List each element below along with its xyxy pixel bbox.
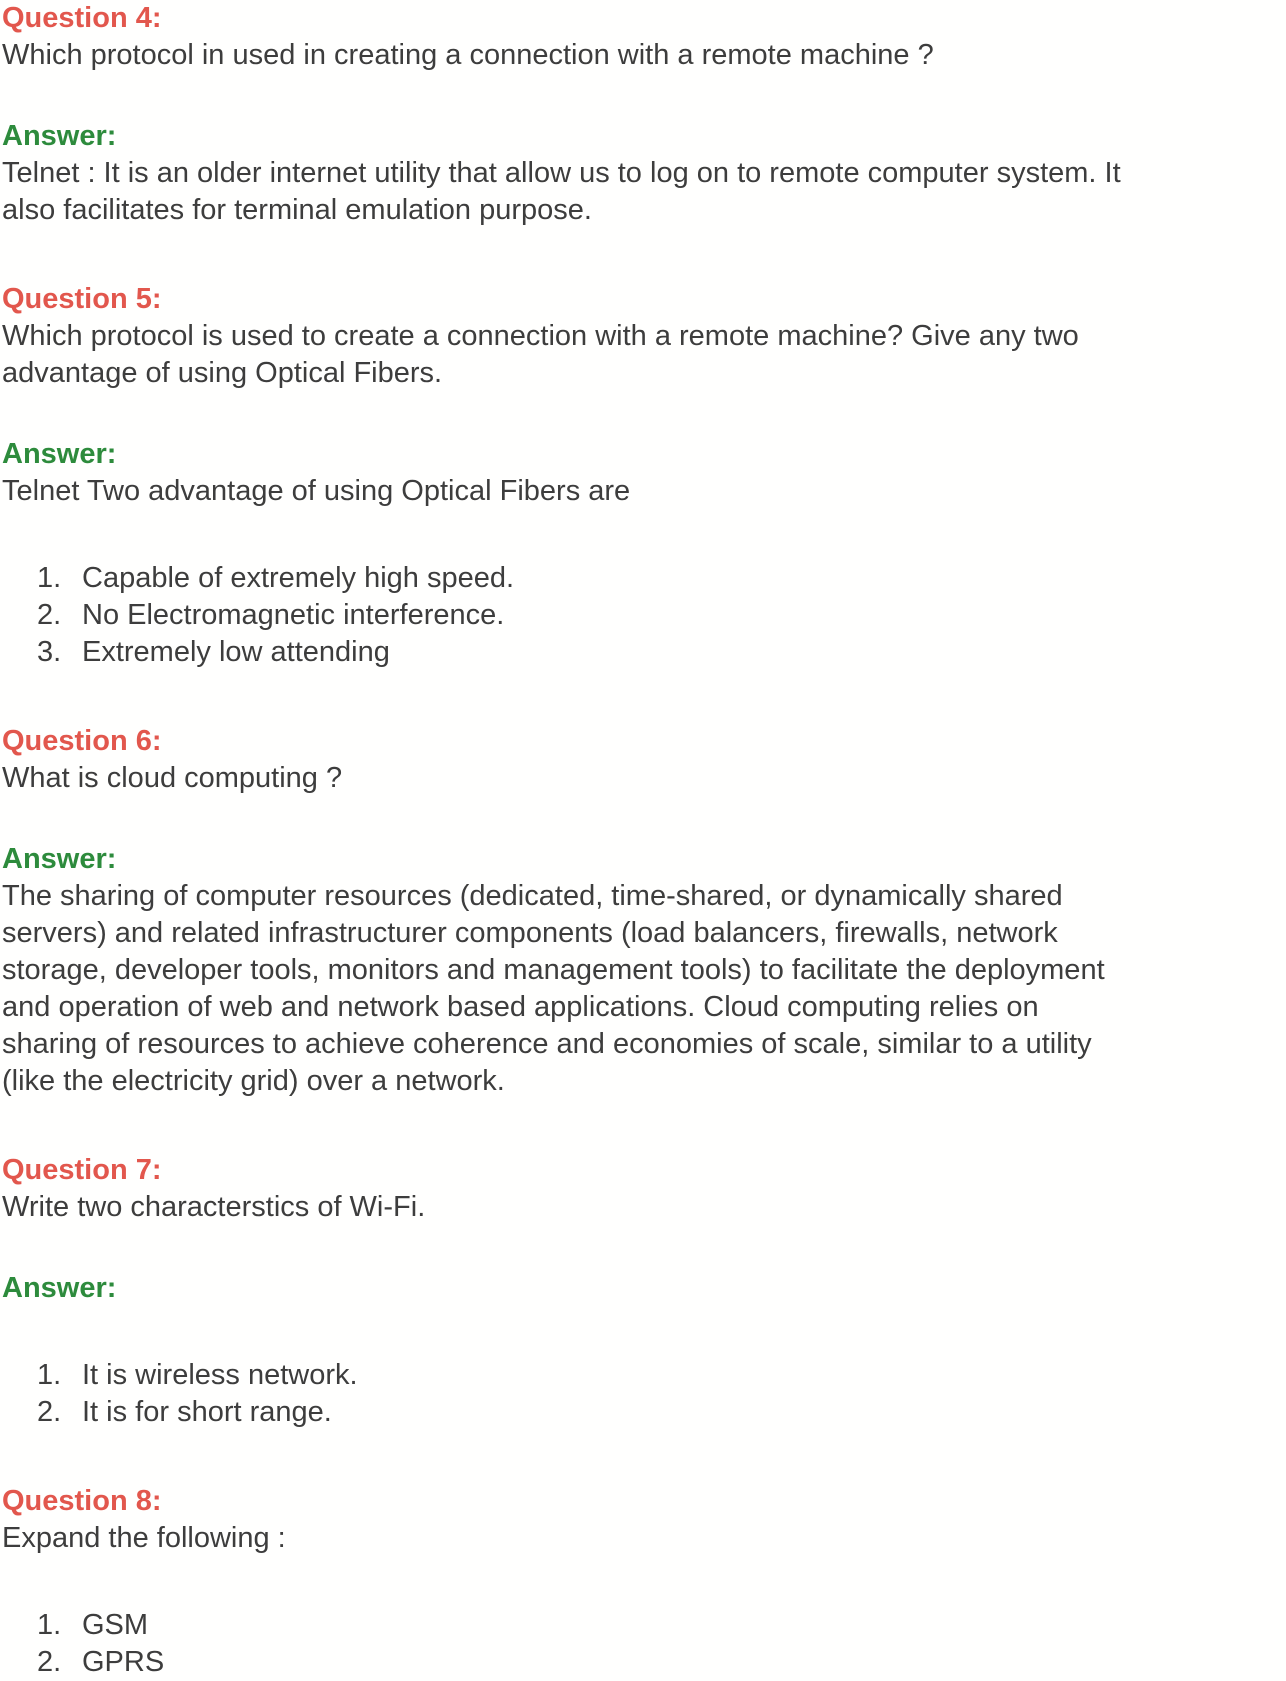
list-item-number: 1.: [37, 1609, 62, 1641]
question-7-text: Write two characterstics of Wi-Fi.: [2, 1191, 426, 1223]
answer-7-list: [2, 1357, 1286, 1431]
answer-4-text-line: also facilitates for terminal emulation purpose.: [2, 194, 592, 226]
answer-5-list: [2, 560, 1286, 671]
list-item: [2, 1357, 1286, 1394]
answer-4-text-line: Telnet : It is an older internet utility that allow us to log on to remote computer system. It: [2, 157, 1121, 189]
answer-5-heading: Answer:: [2, 438, 117, 470]
list-item: [2, 597, 1286, 634]
list-item-number: 2.: [37, 599, 62, 631]
answer-7-section: [2, 1270, 1286, 1431]
answer-5-text-line: Telnet Two advantage of using Optical Fibers are: [2, 475, 631, 507]
answer-6-text-line: (like the electricity grid) over a network.: [2, 1065, 505, 1097]
list-item-number: 2.: [37, 1646, 62, 1678]
answer-4-heading: Answer:: [2, 120, 117, 152]
answer-6-heading: Answer:: [2, 843, 117, 875]
question-8-section: [2, 1483, 1286, 1681]
question-7-heading: Question 7:: [2, 1154, 162, 1186]
question-7-section: [2, 1152, 1286, 1226]
question-5-section: [2, 281, 1286, 392]
list-item-number: 1.: [37, 562, 62, 594]
answer-5-section: [2, 436, 1286, 671]
list-item-text: No Electromagnetic interference.: [82, 599, 505, 631]
answer-4-section: [2, 118, 1286, 229]
question-4-text: Which protocol in used in creating a connection with a remote machine ?: [2, 39, 934, 71]
list-item-text: Extremely low attending: [82, 636, 390, 668]
list-item-text: It is for short range.: [82, 1396, 332, 1428]
list-item: [2, 1394, 1286, 1431]
question-8-list: [2, 1607, 1286, 1681]
list-item-text: GSM: [82, 1609, 149, 1641]
question-5-text-line: Which protocol is used to create a connection with a remote machine? Give any two: [2, 320, 1079, 352]
question-6-text: What is cloud computing ?: [2, 762, 343, 794]
answer-6-text-line: and operation of web and network based applications. Cloud computing relies on: [2, 991, 1039, 1023]
list-item-number: 1.: [37, 1359, 62, 1391]
answer-7-heading: Answer:: [2, 1272, 117, 1304]
list-item-number: 2.: [37, 1396, 62, 1428]
question-8-heading: Question 8:: [2, 1485, 162, 1517]
list-item: [2, 634, 1286, 671]
list-item: [2, 560, 1286, 597]
question-5-heading: Question 5:: [2, 283, 162, 315]
question-4-heading: Question 4:: [2, 2, 162, 34]
answer-6-text-line: sharing of resources to achieve coherence and economies of scale, similar to a utility: [2, 1028, 1092, 1060]
list-item-number: 3.: [37, 636, 62, 668]
answer-6-text-line: storage, developer tools, monitors and management tools) to facilitate the deployment: [2, 954, 1105, 986]
list-item-text: It is wireless network.: [82, 1359, 358, 1391]
list-item: [2, 1644, 1286, 1681]
qa-document: [2, 0, 1286, 1681]
answer-6-text-line: servers) and related infrastructurer components (load balancers, firewalls, network: [2, 917, 1058, 949]
question-6-section: [2, 723, 1286, 797]
list-item: [2, 1607, 1286, 1644]
question-4-section: [2, 0, 1286, 74]
question-8-text: Expand the following :: [2, 1522, 286, 1554]
question-6-heading: Question 6:: [2, 725, 162, 757]
list-item-text: GPRS: [82, 1646, 165, 1678]
answer-6-text-line: The sharing of computer resources (dedicated, time-shared, or dynamically shared: [2, 880, 1063, 912]
answer-6-section: [2, 841, 1286, 1100]
question-5-text-line: advantage of using Optical Fibers.: [2, 357, 443, 389]
list-item-text: Capable of extremely high speed.: [82, 562, 515, 594]
